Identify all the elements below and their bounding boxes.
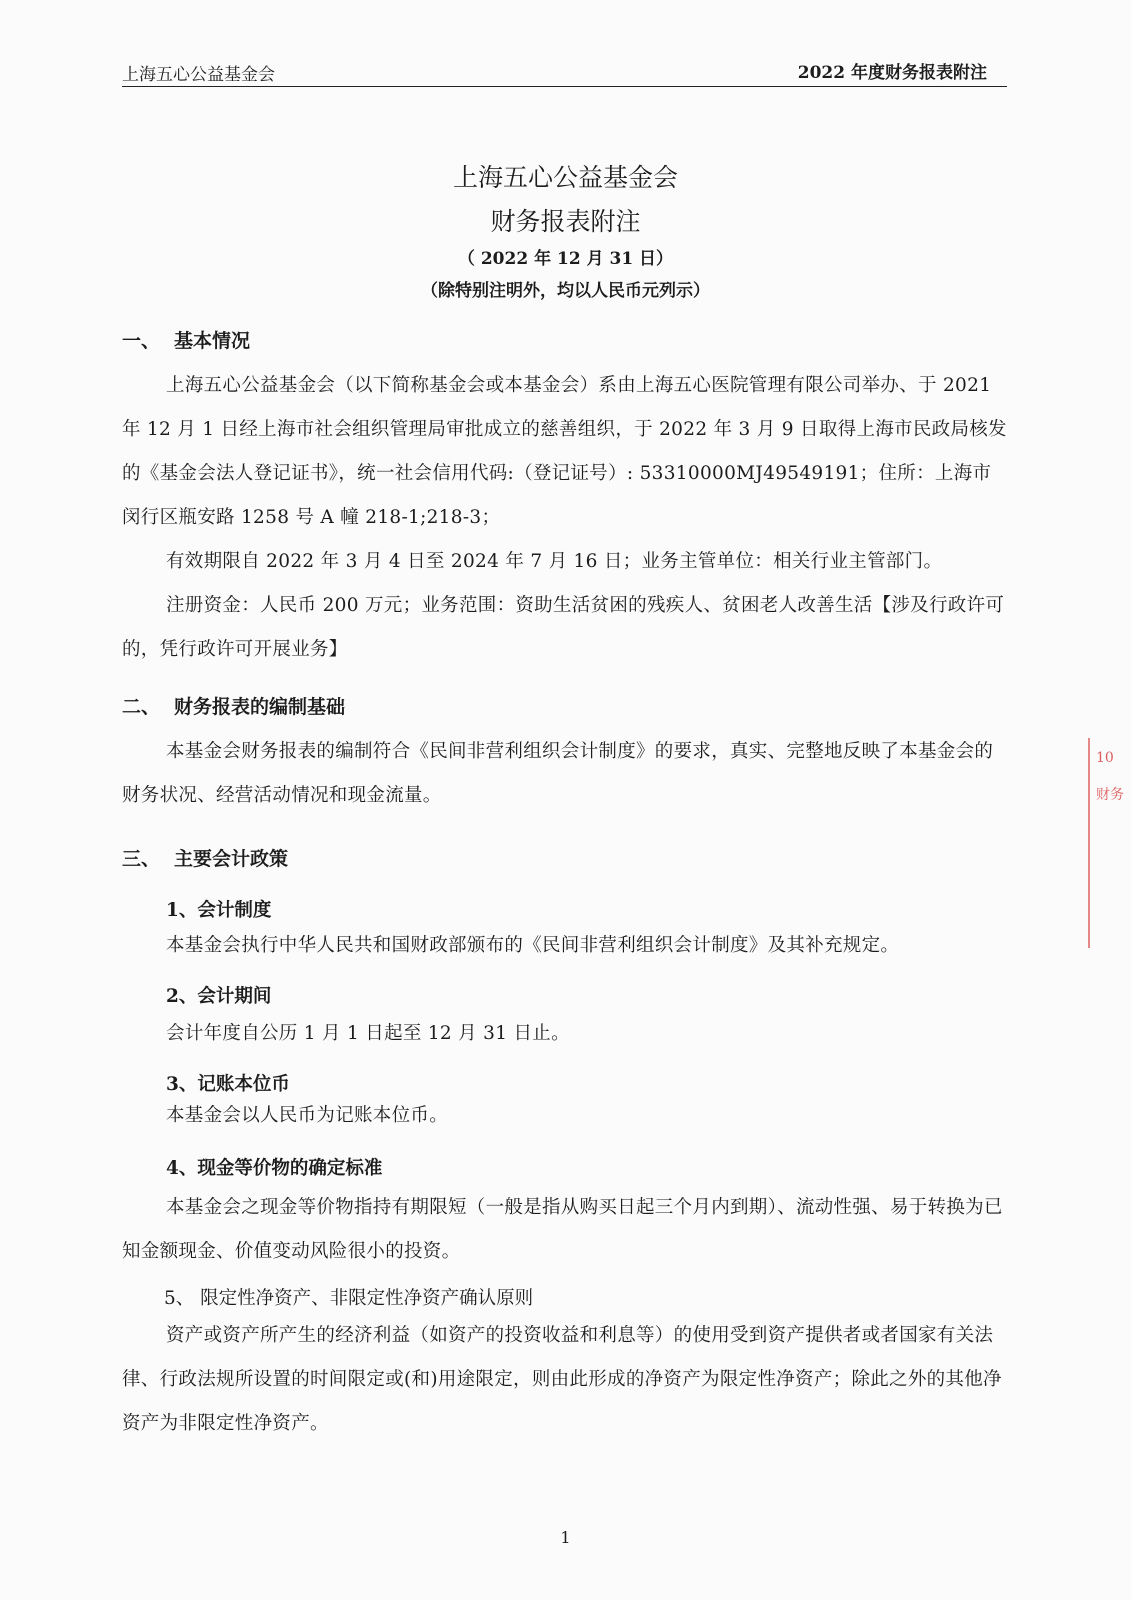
section-number: 三、	[122, 848, 161, 870]
paragraph-registered-capital: 注册资金：人民币 200 万元；业务范围：资助生活贫困的残疾人、贫困老人改善生活【涉及行政许可的，凭行政许可开展业务】	[122, 595, 1005, 660]
section-title: 财务报表的编制基础	[174, 696, 346, 718]
doc-title-org: 上海五心公益基金会	[452, 163, 678, 192]
paragraph-basic-info: 上海五心公益基金会（以下简称基金会或本基金会）系由上海五心医院管理有限公司举办、于 2021 年 12 月 1 日经上海市社会组织管理局审批成立的慈善组织，于 2022 年 3 月 9 日取得上海市民政局核发的《基金会法人登记证书》，统一社会信用代码:（登记证号）: 53310000MJ49549191；住所：上海市闵行区瓶安路 1258 号 A 幢 218-1;218-3；	[122, 375, 1007, 528]
seal-stamp	[1088, 738, 1131, 948]
paragraph-basis: 本基金会财务报表的编制符合《民间非营利组织会计制度》的要求，真实、完整地反映了本基金会的财务状况、经营活动情况和现金流量。	[122, 741, 994, 806]
section-number: 一、	[122, 330, 161, 352]
doc-title-note: （除特别注明外，均以人民币元列示）	[421, 281, 710, 301]
doc-title-date: （ 2022 年 12 月 31 日）	[457, 249, 674, 269]
page-header	[122, 56, 1007, 87]
paragraph-net-assets: 资产或资产所产生的经济利益（如资产的投资收益和利息等）的使用受到资产提供者或者国家有关法律、行政法规所设置的时间限定或(和)用途限定，则由此形成的净资产为限定性净资产；除此之外的其他净资产为非限定性净资产。	[122, 1325, 1002, 1434]
seal-stamp-text: 财务	[1096, 787, 1124, 803]
doc-title-main: 财务报表附注	[490, 207, 641, 236]
paragraph-validity: 有效期限自 2022 年 3 月 4 日至 2024 年 7 月 16 日；业务主管单位：相关行业主管部门。	[166, 551, 943, 572]
subsection-title-currency: 3、记账本位币	[166, 1074, 290, 1095]
section-number: 二、	[122, 696, 161, 718]
paragraph-accounting-system: 本基金会执行中华人民共和国财政部颁布的《民间非营利组织会计制度》及其补充规定。	[166, 935, 900, 956]
subsection-title-accounting-period: 2、会计期间	[166, 986, 272, 1007]
subsection-title-accounting-system: 1、会计制度	[166, 900, 272, 921]
header-doc-title: 2022 年度财务报表附注	[797, 63, 987, 83]
section-title: 基本情况	[174, 330, 251, 352]
subsection-title-cash-equivalents: 4、现金等价物的确定标准	[166, 1158, 383, 1179]
seal-stamp-text: 10	[1096, 750, 1114, 766]
subsection-title-net-assets: 5、 限定性净资产、非限定性净资产确认原则	[164, 1288, 534, 1309]
page-number: 1	[560, 1528, 571, 1547]
header-org-name: 上海五心公益基金会	[122, 65, 275, 85]
paragraph-accounting-period: 会计年度自公历 1 月 1 日起至 12 月 31 日止。	[166, 1023, 570, 1044]
paragraph-currency: 本基金会以人民币为记账本位币。	[166, 1105, 449, 1126]
section-title: 主要会计政策	[174, 848, 289, 870]
paragraph-cash-equivalents: 本基金会之现金等价物指持有期限短（一般是指从购买日起三个月内到期）、流动性强、易于转换为已知金额现金、价值变动风险很小的投资。	[122, 1197, 1003, 1262]
